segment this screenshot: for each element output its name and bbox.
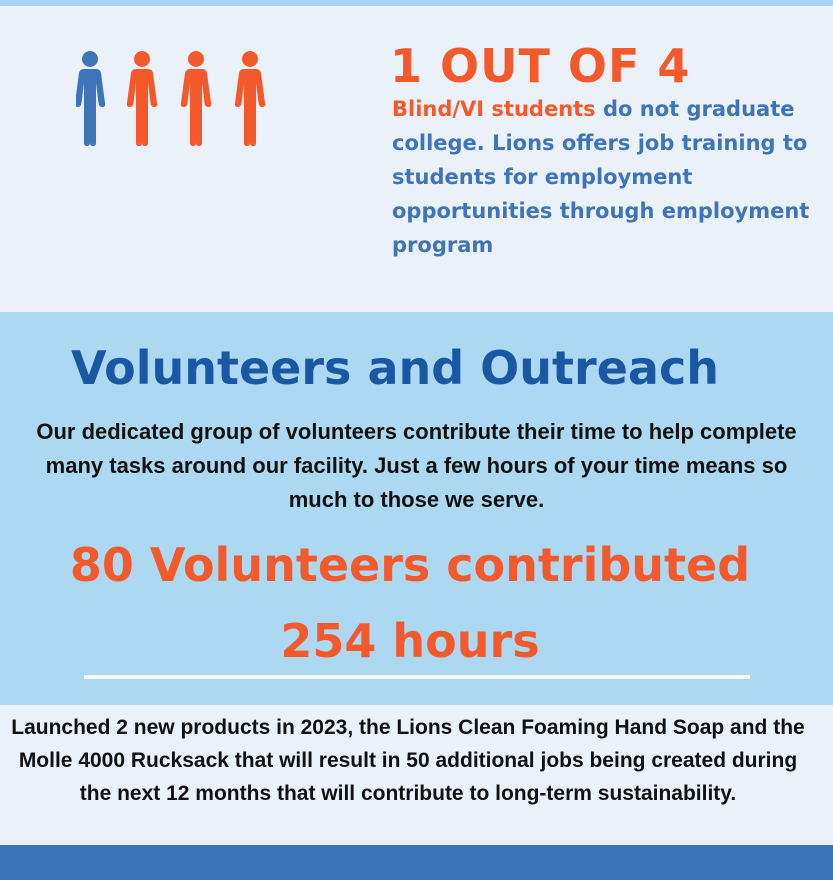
person-icon <box>127 51 157 146</box>
volunteers-description: Our dedicated group of volunteers contribute their time to help complete many tasks around our facility. Just a few hours of your time means so much to those we serve. <box>36 419 797 512</box>
volunteers-title: Volunteers and Outreach <box>71 341 719 395</box>
people-graphic <box>76 51 281 146</box>
person-icon <box>235 51 265 146</box>
products-text: Launched 2 new products in 2023, the Lions Clean Foaming Hand Soap and the Molle 4000 Rucksack that will result in 50 additional jobs being created during the next 12 months that will contribute to long-term sustainability. <box>11 716 805 805</box>
stat-headline: 1 OUT OF 4 <box>390 39 691 93</box>
stat-highlight: Blind/VI students <box>392 97 596 121</box>
stat-description <box>392 92 822 262</box>
bottom-bar <box>0 845 833 880</box>
volunteers-section <box>0 312 833 705</box>
products-section <box>0 705 833 845</box>
stat-description-text: do not graduate college. Lions offers job training to students for employment opportunities through employment program <box>392 97 810 257</box>
volunteers-stat-line1: 80 Volunteers contributed <box>69 538 751 592</box>
person-icon <box>181 51 211 146</box>
section-divider <box>84 675 750 679</box>
volunteers-stat <box>0 527 820 679</box>
person-icon <box>76 51 105 146</box>
stat-section <box>0 6 833 312</box>
volunteers-stat-line2: 254 hours <box>280 614 540 668</box>
